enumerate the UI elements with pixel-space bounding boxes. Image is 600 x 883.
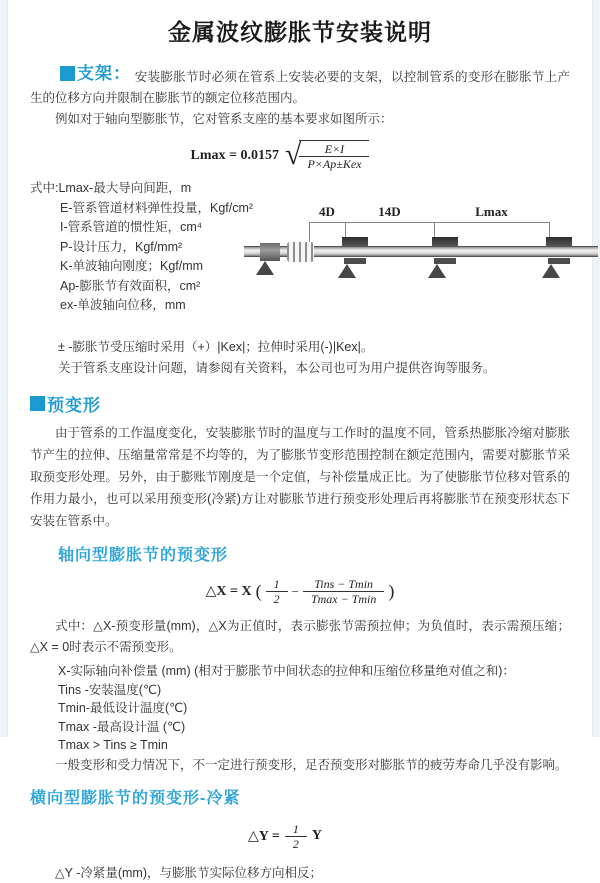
lateral-subheading: 横向型膨胀节的预变形-冷紧 bbox=[30, 789, 241, 807]
radical-sign: √ bbox=[285, 138, 302, 171]
fraction-denominator: Tmax − Tmin bbox=[303, 591, 384, 606]
definition-line: K-单波轴向刚度；Kgf/mm bbox=[60, 259, 204, 273]
half-fraction bbox=[285, 822, 307, 851]
section-square-icon bbox=[60, 66, 75, 81]
support-example-text: 例如对于轴向型膨胀节，它对管系支座的基本要求如图所示： bbox=[55, 112, 393, 126]
consult-note: 关于管系支座设计问题，请参阅有关资料，本公司也可为用户提供咨询等服务。 bbox=[58, 361, 496, 375]
fraction-denominator: 2 bbox=[266, 591, 288, 606]
axial-formula bbox=[30, 577, 570, 606]
dimension-label-4d: 4D bbox=[319, 204, 335, 219]
definitions-and-diagram bbox=[30, 179, 570, 337]
predeform-paragraph: 由于管系的工作温度变化，安装膨胀节时的温度与工作时的温度不同，管系热膨胀冷缩对膨胀节产生的拉伸、压缩量常常是不均等的，为了膨胀节变形范围控制在额定范围内，需要对膨胀节采取预变形处理。另外，由于膨账节刚度是一个定值，与补偿量成正比。为了使膨胀节位移对管系的作用力最小，也可以采用预变形(冷紧)方让对膨胀节进行预变形处理后再将膨胀节在预变形状态下安装在管系中。 bbox=[30, 426, 570, 528]
anchor-support bbox=[256, 207, 286, 299]
support-heading: 支架： bbox=[77, 64, 131, 83]
lateral-formula-rhs: Y bbox=[311, 828, 322, 843]
dimension-label-lmax: Lmax bbox=[475, 204, 508, 219]
support-base bbox=[256, 261, 274, 275]
axial-formula-lhs: △X = X bbox=[205, 584, 252, 599]
plusminus-note: ± -膨胀节受压缩时采用（+）|Kex|；拉伸时采用(-)|Kex|。 bbox=[58, 340, 374, 354]
guide-support bbox=[542, 207, 576, 299]
guide-support bbox=[428, 207, 462, 299]
page-title: 金属波纹膨胀节安装说明 bbox=[168, 19, 432, 45]
support-section-header bbox=[60, 63, 131, 84]
section-square-icon bbox=[30, 396, 45, 411]
definition-line: Tins -安装温度(℃) bbox=[58, 682, 162, 697]
axial-subheading: 轴向型膨胀节的预变形 bbox=[58, 547, 229, 564]
definition-line: Tmax > Tins ≥ Tmin bbox=[58, 738, 168, 752]
lmax-formula-lhs: Lmax = 0.0157 bbox=[190, 147, 279, 163]
predeform-heading: 预变形 bbox=[47, 396, 101, 415]
temperature-fraction bbox=[303, 577, 384, 606]
sqrt-fraction bbox=[299, 140, 369, 171]
open-paren: ( bbox=[255, 581, 262, 601]
fraction-numerator: E×I bbox=[324, 142, 345, 156]
fraction-denominator: 2 bbox=[285, 836, 307, 851]
fraction-numerator: 1 bbox=[273, 577, 280, 591]
definition-line: P-设计压力，Kgf/mm² bbox=[60, 239, 183, 254]
definition-line: E-管系管道材料弹性投量，Kgf/cm² bbox=[60, 200, 254, 215]
definition-line: Tmax -最高设计温 (℃) bbox=[58, 719, 186, 734]
pipe-clamp bbox=[432, 237, 458, 247]
sqrt-expression bbox=[285, 140, 369, 171]
dimension-label-14d: 14D bbox=[378, 204, 401, 219]
fraction-numerator: 1 bbox=[292, 821, 299, 836]
axial-explain-text: 式中：△X-预变形量(mm)，△X为正值时，表示膨张节需预拉伸；为负值时，表示需预压缩；△X = 0时表示不需预变形。 bbox=[30, 619, 570, 654]
half-fraction bbox=[266, 577, 288, 606]
axial-definitions bbox=[30, 662, 570, 755]
definition-line: ex-单波轴向位移，mm bbox=[60, 298, 186, 312]
minus-sign: − bbox=[291, 583, 299, 599]
lateral-formula bbox=[30, 822, 540, 851]
guide-support bbox=[338, 207, 372, 299]
support-intro-text: 安装膨胀节时必须在管系上安装必要的支架，以控制管系的变形在膨胀节上产生的位移方向并限制在膨胀节的额定位移范围内。 bbox=[30, 70, 570, 105]
lateral-note-text: △Y -冷紧量(mm)，与膨胀节实际位移方向相反； bbox=[55, 865, 323, 880]
fraction-denominator: P×Ap±Kex bbox=[299, 156, 369, 171]
support-base bbox=[428, 264, 446, 278]
axial-note-text: 一般变形和受力情况下，不一定进行预变形，足否预变形对膨胀节的疲劳寿命几乎没有影响。 bbox=[55, 757, 568, 772]
definition-line: 式中:Lmax-最大导向间距，m bbox=[30, 181, 192, 195]
anchor-block bbox=[260, 243, 280, 261]
pipe-clamp bbox=[342, 237, 368, 247]
fraction-numerator: Tins − Tmin bbox=[314, 577, 374, 591]
definition-line: Tmin-最低设计温度(℃) bbox=[58, 701, 188, 715]
lateral-formula-lhs: △Y = bbox=[248, 828, 280, 844]
support-base bbox=[338, 264, 356, 278]
support-base bbox=[542, 264, 560, 278]
definition-line: Ap-膨胀节有效面积，cm² bbox=[60, 278, 201, 293]
support-paragraph bbox=[30, 63, 570, 109]
lmax-formula bbox=[30, 140, 530, 171]
predeform-section-header bbox=[30, 391, 101, 416]
definition-line: I-管系管道的惯性矩，cm⁴ bbox=[60, 220, 203, 234]
close-paren: ) bbox=[388, 581, 395, 601]
pipe-clamp bbox=[546, 237, 572, 247]
bellows-expansion-joint bbox=[287, 242, 314, 262]
definition-line: X-实际轴向补偿量 (mm) (相对于膨胀节中间状态的拉伸和压缩位移量绝对值之和)： bbox=[58, 664, 515, 678]
support-spacing-diagram bbox=[242, 204, 600, 299]
